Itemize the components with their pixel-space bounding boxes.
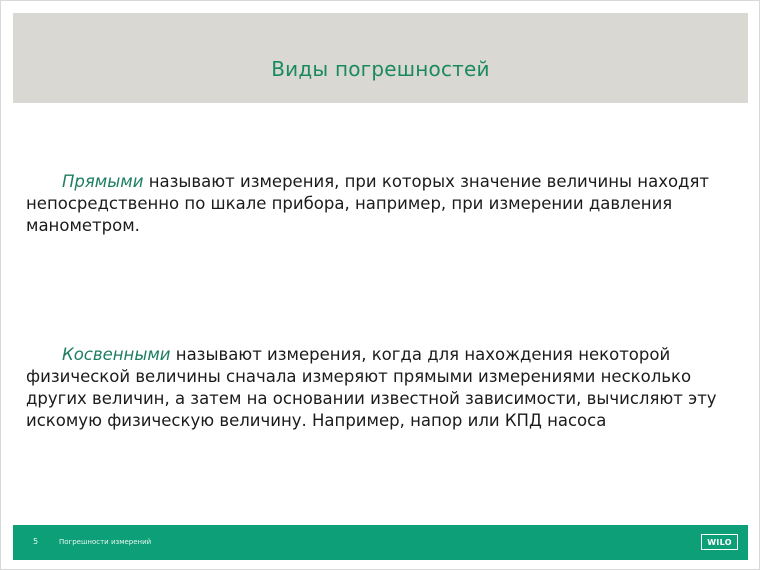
slide-title: Виды погрешностей	[271, 57, 490, 81]
footer-bar	[13, 525, 748, 560]
term-direct: Прямыми	[62, 172, 144, 191]
logo-text: WILO	[707, 537, 732, 547]
wilo-logo	[701, 534, 738, 550]
page-number: 5	[33, 537, 39, 546]
footer-title: Погрешности измерений	[59, 538, 152, 546]
paragraph-indirect-measurements	[26, 344, 751, 432]
paragraph-direct-text: называют измерения, при которых значение величины находят непосредственно по шкале прибора, например, при измерении давления манометром.	[26, 172, 709, 235]
term-indirect: Косвенными	[62, 345, 171, 364]
paragraph-indirect-text: называют измерения, когда для нахождения некоторой физической величины сначала измеряют прямыми измерениями несколько других величин, а затем на основании известной зависимости, вычисляют эту искомую физическую величину. Например, напор или КПД насоса	[26, 345, 717, 430]
paragraph-direct-measurements	[26, 171, 741, 237]
title-bar	[13, 13, 748, 103]
